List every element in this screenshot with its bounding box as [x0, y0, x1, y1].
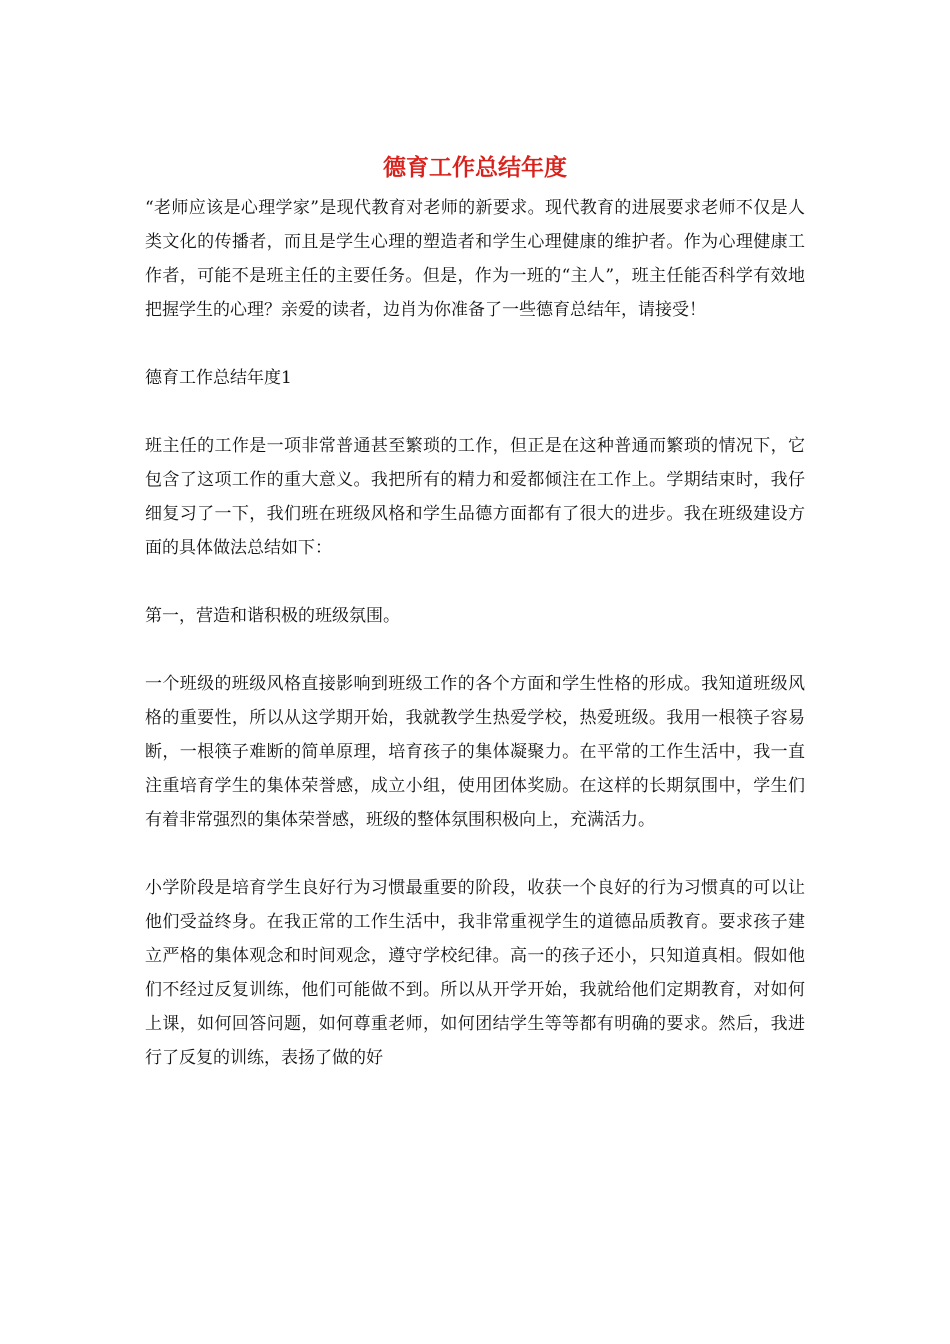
body-paragraph: 班主任的工作是一项非常普通甚至繁琐的工作，但正是在这种普通而繁琐的情况下，它包含了这项工作的重大意义。我把所有的精力和爱都倾注在工作上。学期结束时，我仔细复习了一下，我们班在班级风格和学生品德方面都有了很大的进步。我在班级建设方面的具体做法总结如下： — [145, 436, 805, 558]
section-heading: 德育工作总结年度1 — [145, 368, 292, 388]
intro-paragraph: “老师应该是心理学家”是现代教育对老师的新要求。现代教育的进展要求老师不仅是人类文化的传播者，而且是学生心理的塑造者和学生心理健康的维护者。作为心理健康工作者，可能不是班主任的主要任务。但是，作为一班的“主人”，班主任能否科学有效地把握学生的心理？亲爱的读者，边肖为你准备了一些德育总结年，请接受！ — [145, 198, 805, 320]
subheading-paragraph: 第一，营造和谐积极的班级氛围。 — [145, 606, 400, 626]
body-paragraph: 一个班级的班级风格直接影响到班级工作的各个方面和学生性格的形成。我知道班级风格的重要性，所以从这学期开始，我就教学生热爱学校，热爱班级。我用一根筷子容易断，一根筷子难断的简单原理，培育孩子的集体凝聚力。在平常的工作生活中，我一直注重培育学生的集体荣誉感，成立小组，使用团体奖励。在这样的长期氛围中，学生们有着非常强烈的集体荣誉感，班级的整体氛围积极向上，充满活力。 — [145, 674, 805, 830]
document-title: 德育工作总结年度 — [383, 154, 567, 181]
body-paragraph: 小学阶段是培育学生良好行为习惯最重要的阶段，收获一个良好的行为习惯真的可以让他们受益终身。在我正常的工作生活中，我非常重视学生的道德品质教育。要求孩子建立严格的集体观念和时间观念，遵守学校纪律。高一的孩子还小，只知道真相。假如他们不经过反复训练，他们可能做不到。所以从开学开始，我就给他们定期教育，对如何上课，如何回答问题，如何尊重老师，如何团结学生等等都有明确的要求。然后，我进行了反复的训练，表扬了做的好 — [145, 878, 805, 1068]
document-body — [145, 191, 805, 1075]
